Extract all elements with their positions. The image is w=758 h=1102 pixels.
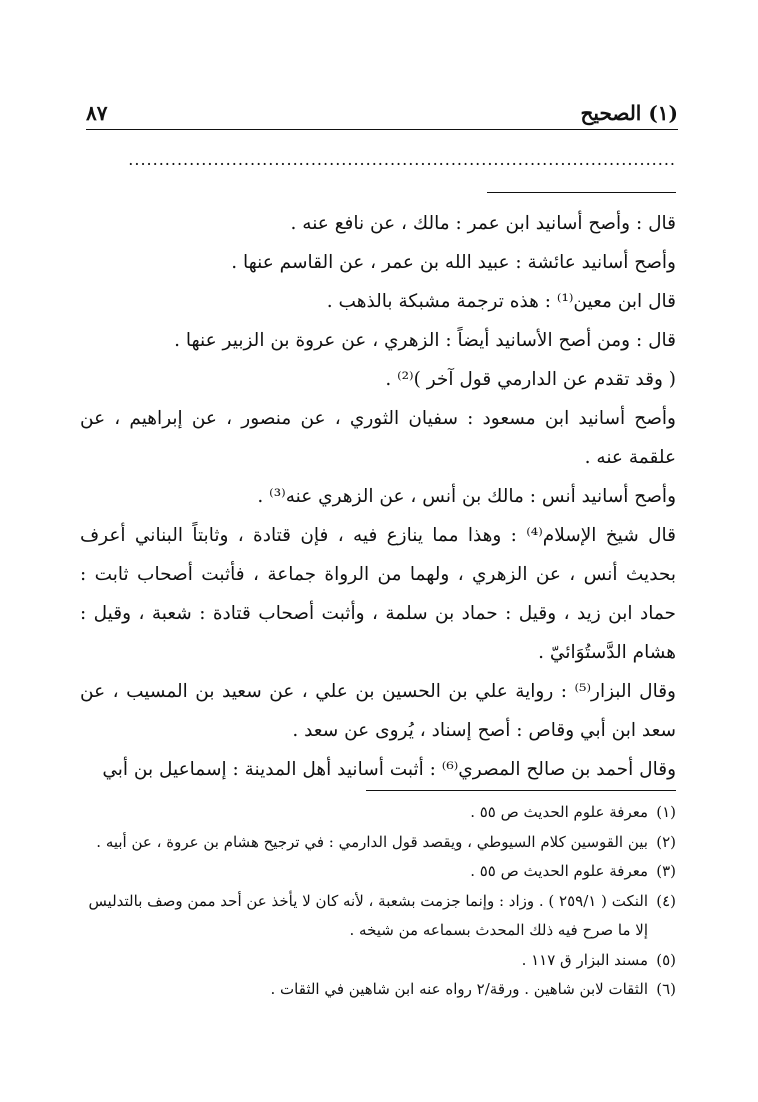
- footnote: [80, 857, 676, 887]
- paragraph: قال : ومن أصح الأسانيد أيضاً : الزهري ، عن عروة بن الزبير عنها .: [174, 330, 676, 351]
- paragraph: قال ابن معين⁽¹⁾ : هذه ترجمة مشبكة بالذهب .: [326, 291, 676, 312]
- paragraph: وقال البزار⁽⁵⁾ : رواية علي بن الحسين بن علي ، عن سعيد بن المسيب ، عن سعد ابن أبي وقاص : أصح إسناد ، يُروى عن سعد .: [80, 681, 676, 741]
- footnote: [80, 798, 676, 828]
- footnote-text: الثقات لابن شاهين . ورقة/٢ رواه عنه ابن شاهين في الثقات .: [270, 980, 648, 998]
- footnote-number: (٦): [656, 980, 676, 998]
- footnote-number: (٤): [656, 891, 676, 910]
- chapter-title: (١) الصحيح: [580, 101, 678, 125]
- footnote: [80, 887, 676, 946]
- paragraph: وأصح أسانيد عائشة : عبيد الله بن عمر ، عن القاسم عنها .: [231, 252, 676, 273]
- footnote-text: معرفة علوم الحديث ص ٥٥ .: [470, 803, 648, 821]
- paragraph: ( وقد تقدم عن الدارمي قول آخر )⁽²⁾ .: [385, 369, 676, 390]
- footnote-number: (٣): [656, 862, 676, 880]
- page-header: [86, 96, 678, 130]
- footnote-text: مسند البزار ق ١١٧ .: [521, 950, 648, 969]
- footnote: [80, 828, 676, 858]
- footnote-text: معرفة علوم الحديث ص ٥٥ .: [470, 862, 648, 880]
- footnote-number: (٢): [656, 832, 676, 851]
- paragraph: وقال أحمد بن صالح المصري⁽⁶⁾ : أثبت أسانيد أهل المدينة : إسماعيل بن أبي: [102, 759, 676, 780]
- footnote-number: (٥): [656, 950, 676, 969]
- paragraph: قال شيخ الإسلام⁽⁴⁾ : وهذا مما ينازع فيه ، فإن قتادة ، وثابتاً البناني أعرف بحديث أنس ، عن الزهري ، ولهما من الرواة جماعة ، فأثبت أصحاب ثابت : حماد ابن زيد ، وقيل : حماد بن سلمة ، وأثبت أصحاب قتادة : شعبة ، وقيل : هشام الدَّستُوَائيّ .: [80, 525, 676, 663]
- footnote-text: النكت ( ٢٥٩/١ ) . وزاد : وإنما جزمت بشعبة ، لأنه كان لا يأخذ عن أحد ممن وصف بالتدليس إلا ما صرح فيه ذلك المحدث بسماعه من شيخه .: [88, 891, 648, 939]
- footnote-divider: [366, 790, 676, 791]
- footnote-text: بين القوسين كلام السيوطي ، ويقصد قول الدارمي : في ترجيح هشام بن عروة ، عن أبيه .: [96, 832, 648, 851]
- footnote: [80, 946, 676, 976]
- page-number: ٨٧: [86, 101, 108, 125]
- paragraph: وأصح أسانيد أنس : مالك بن أنس ، عن الزهري عنه⁽³⁾ .: [257, 486, 676, 507]
- footnote: [80, 975, 676, 1005]
- paragraph: وأصح أسانيد ابن مسعود : سفيان الثوري ، عن منصور ، عن إبراهيم ، عن علقمة عنه .: [80, 408, 676, 468]
- footnote-number: (١): [656, 803, 676, 821]
- paragraph: قال : وأصح أسانيد ابن عمر : مالك ، عن نافع عنه .: [290, 213, 676, 234]
- footnotes: [80, 798, 676, 1005]
- main-text: [80, 204, 676, 789]
- dotted-separator: ..........................................................................................: [128, 150, 676, 169]
- top-divider: [487, 192, 676, 193]
